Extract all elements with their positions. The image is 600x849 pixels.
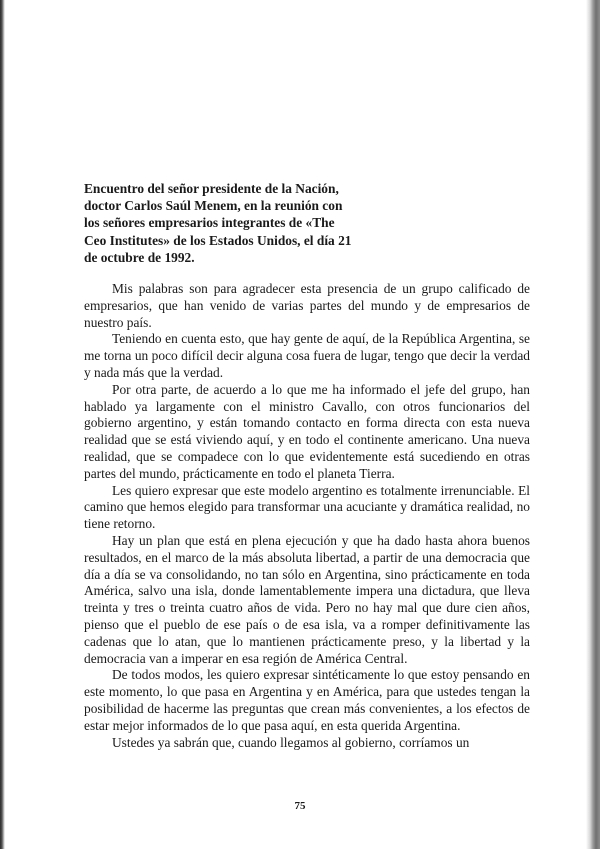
document-heading: Encuentro del señor presidente de la Nación, doctor Carlos Saúl Menem, en la reunión con los señores empresarios integrantes de «The Ceo Institutes» de los Estados Unidos, el día 21 de octubre de 1992.: [84, 181, 352, 265]
page-number: 75: [294, 800, 306, 812]
scan-edge-right: [586, 0, 600, 849]
paragraph-7: Ustedes ya sabrán que, cuando llegamos al gobierno, corríamos un: [112, 734, 470, 750]
paragraph-3: Por otra parte, de acuerdo a lo que me ha informado el jefe del grupo, han hablado ya largamente con el ministro Cavallo, con otros funcionarios del gobierno argentino, y están tomando contacto en forma directa con esta nueva realidad que se está viviendo aquí, y en todo el continente americano. Una nueva realidad, que se compadece con lo que evidentemente está sucediendo en otras partes del mundo, prácticamente en todo el planeta Tierra.: [84, 381, 530, 481]
document-page: [84, 180, 530, 751]
paragraph-4: Les quiero expresar que este modelo argentino es totalmente irrenunciable. El camino que hemos elegido para transformar una acuciante y dramática realidad, no tiene retorno.: [84, 482, 530, 532]
paragraph-1: Mis palabras son para agradecer esta presencia de un grupo calificado de empresarios, que han venido de varias partes del mundo y de empresarios de nuestro país.: [84, 281, 530, 330]
paragraph-2: Teniendo en cuenta esto, que hay gente de aquí, de la República Argentina, se me torna un poco difícil decir alguna cosa fuera de lugar, tengo que decir la verdad y nada más que la verdad.: [84, 331, 530, 380]
paragraph-6: De todos modos, les quiero expresar sintéticamente lo que estoy pensando en este momento, lo que pasa en Argentina y en América, para que ustedes tengan la posibilidad de hacerme las preguntas que crean más convenientes, a los efectos de estar mejor informados de lo que pasa aquí, en esta querida Argentina.: [84, 667, 530, 733]
paragraph-5: Hay un plan que está en plena ejecución y que ha dado hasta ahora buenos resultados, en el marco de la más absoluta libertad, a partir de una democracia que día a día se va consolidando, no tan sólo en Argentina, sino prácticamente en toda América, salvo una isla, donde lamentablemente impera una dictadura, que lleva treinta y tres o treinta cuatro años de vida. Pero no hay mal que dure cien años, pienso que el pueblo de ese país o de esa isla, va a romper definitivamente las cadenas que lo atan, que lo mantienen prácticamente preso, y la libertad y la democracia van a imperar en esa región de América Central.: [84, 532, 530, 666]
scan-edge-left: [0, 0, 5, 849]
